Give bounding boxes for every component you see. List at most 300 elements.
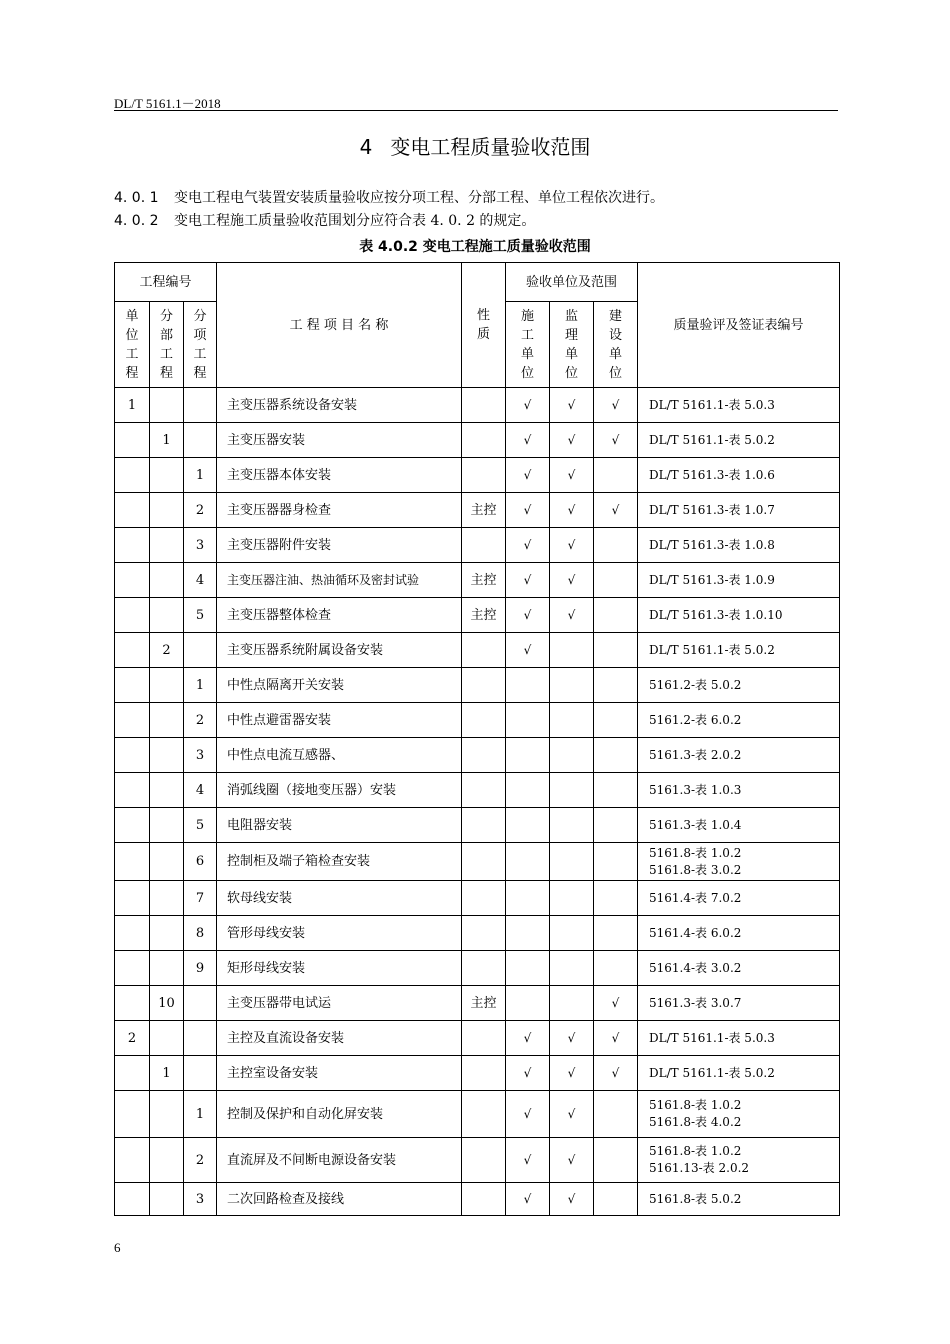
- table-caption: 表 4.0.2 变电工程施工质量验收范围: [359, 239, 591, 255]
- clause-4-0-1: [114, 187, 664, 207]
- project-name-cell: 主变压器附件安装: [217, 528, 462, 563]
- construction-check-cell: √: [506, 493, 550, 528]
- header-owner-unit: [594, 302, 638, 388]
- header-char: 分: [193, 308, 207, 324]
- owner-check-cell: [594, 951, 638, 986]
- form-number-cell: [638, 738, 840, 773]
- header-construction-unit: [506, 302, 550, 388]
- table-row: [115, 388, 840, 423]
- form-number-cell: [638, 986, 840, 1021]
- construction-check-cell: √: [506, 1056, 550, 1091]
- unit-project-cell: [115, 563, 150, 598]
- supervision-check-cell: [550, 916, 594, 951]
- project-name-cell: 主变压器带电试运: [217, 986, 462, 1021]
- nature-cell: [462, 423, 506, 458]
- nature-cell: [462, 633, 506, 668]
- nature-cell: [462, 773, 506, 808]
- sub-project-cell: [150, 1138, 184, 1183]
- section-title: [0, 131, 950, 160]
- item-project-cell: [184, 633, 217, 668]
- supervision-check-cell: √: [550, 1138, 594, 1183]
- header-unit-project: [115, 302, 150, 388]
- item-project-cell: 9: [184, 951, 217, 986]
- unit-project-cell: 1: [115, 388, 150, 423]
- table-row: [115, 493, 840, 528]
- form-number: 5161.3-表 1.0.3: [649, 782, 742, 797]
- header-char: 位: [608, 365, 622, 381]
- sub-project-cell: [150, 916, 184, 951]
- header-rule: [114, 110, 838, 111]
- supervision-check-cell: √: [550, 458, 594, 493]
- form-number-cell: [638, 773, 840, 808]
- form-number: 5161.8-表 5.0.2: [649, 1191, 742, 1206]
- supervision-check-cell: √: [550, 1056, 594, 1091]
- nature-cell: [462, 881, 506, 916]
- clause-text: 变电工程施工质量验收范围划分应符合表 4. 0. 2 的规定。: [174, 213, 536, 229]
- form-number: DL/T 5161.3-表 1.0.9: [649, 572, 775, 587]
- supervision-check-cell: [550, 703, 594, 738]
- form-number: DL/T 5161.1-表 5.0.2: [649, 1065, 775, 1080]
- nature-cell: [462, 951, 506, 986]
- project-name-cell: 主控室设备安装: [217, 1056, 462, 1091]
- header-char: 工: [193, 346, 207, 362]
- construction-check-cell: [506, 951, 550, 986]
- owner-check-cell: [594, 881, 638, 916]
- nature-cell: [462, 1021, 506, 1056]
- form-number: DL/T 5161.3-表 1.0.6: [649, 467, 775, 482]
- unit-project-cell: [115, 528, 150, 563]
- construction-check-cell: √: [506, 1138, 550, 1183]
- owner-check-cell: √: [594, 1056, 638, 1091]
- project-name-cell: 主变压器系统附属设备安装: [217, 633, 462, 668]
- form-number-cell: [638, 563, 840, 598]
- sub-project-cell: 1: [150, 1056, 184, 1091]
- table-row: [115, 1091, 840, 1138]
- table-row: [115, 703, 840, 738]
- owner-check-cell: √: [594, 493, 638, 528]
- header-char: 质: [476, 327, 490, 342]
- nature-cell: [462, 843, 506, 881]
- form-number: DL/T 5161.1-表 5.0.2: [649, 642, 775, 657]
- nature-cell: [462, 668, 506, 703]
- unit-project-cell: [115, 1056, 150, 1091]
- project-name-cell: 管形母线安装: [217, 916, 462, 951]
- owner-check-cell: √: [594, 423, 638, 458]
- unit-project-cell: [115, 738, 150, 773]
- owner-check-cell: √: [594, 986, 638, 1021]
- item-project-cell: 3: [184, 1183, 217, 1216]
- form-number-cell: [638, 951, 840, 986]
- sub-project-cell: [150, 1021, 184, 1056]
- supervision-check-cell: √: [550, 493, 594, 528]
- supervision-check-cell: √: [550, 1021, 594, 1056]
- table-row: [115, 986, 840, 1021]
- supervision-check-cell: [550, 808, 594, 843]
- construction-check-cell: [506, 703, 550, 738]
- nature-cell: [462, 1091, 506, 1138]
- section-heading: 变电工程质量验收范围: [390, 135, 591, 159]
- form-number-cell: [638, 493, 840, 528]
- form-number-cell: [638, 843, 840, 881]
- header-char: 设: [608, 327, 622, 343]
- nature-cell: [462, 458, 506, 493]
- owner-check-cell: √: [594, 1021, 638, 1056]
- owner-check-cell: [594, 773, 638, 808]
- page-number: 6: [114, 1240, 121, 1255]
- item-project-cell: 8: [184, 916, 217, 951]
- form-number: DL/T 5161.1-表 5.0.2: [649, 432, 775, 447]
- form-number: 5161.8-表 3.0.2: [649, 862, 742, 877]
- form-number: 5161.3-表 1.0.4: [649, 817, 742, 832]
- project-name-cell: 电阻器安装: [217, 808, 462, 843]
- owner-check-cell: [594, 1138, 638, 1183]
- unit-project-cell: [115, 773, 150, 808]
- form-number-cell: [638, 703, 840, 738]
- form-number: 5161.3-表 3.0.7: [649, 995, 742, 1010]
- form-number: 5161.4-表 7.0.2: [649, 890, 742, 905]
- header-char: 监: [564, 308, 578, 324]
- header-char: 工: [125, 346, 139, 362]
- owner-check-cell: [594, 916, 638, 951]
- header-char: 施: [520, 308, 534, 324]
- owner-check-cell: [594, 843, 638, 881]
- owner-check-cell: [594, 563, 638, 598]
- unit-project-cell: [115, 423, 150, 458]
- project-name-cell: 控制柜及端子箱检查安装: [217, 843, 462, 881]
- form-number-cell: [638, 1056, 840, 1091]
- project-name-cell: 主控及直流设备安装: [217, 1021, 462, 1056]
- header-form-number: 质量验评及签证表编号: [638, 263, 840, 388]
- form-number-cell: [638, 633, 840, 668]
- header-char: 单: [564, 346, 578, 362]
- nature-cell: 主控: [462, 563, 506, 598]
- unit-project-cell: [115, 986, 150, 1021]
- form-number-cell: [638, 528, 840, 563]
- item-project-cell: 3: [184, 738, 217, 773]
- item-project-cell: 1: [184, 1091, 217, 1138]
- header-char: 性: [476, 308, 490, 323]
- construction-check-cell: √: [506, 1091, 550, 1138]
- item-project-cell: [184, 423, 217, 458]
- construction-check-cell: [506, 773, 550, 808]
- project-name-cell: 主变压器系统设备安装: [217, 388, 462, 423]
- unit-project-cell: [115, 951, 150, 986]
- sub-project-cell: [150, 458, 184, 493]
- sub-project-cell: [150, 703, 184, 738]
- unit-project-cell: [115, 881, 150, 916]
- form-number-cell: [638, 881, 840, 916]
- construction-check-cell: [506, 738, 550, 773]
- nature-cell: [462, 1138, 506, 1183]
- form-number-cell: [638, 1138, 840, 1183]
- form-number-cell: [638, 388, 840, 423]
- header-acceptance: 验收单位及范围: [506, 263, 638, 302]
- clause-number: 4. 0. 2: [114, 213, 159, 229]
- form-number: 5161.13-表 2.0.2: [649, 1161, 750, 1175]
- form-number: DL/T 5161.1-表 5.0.3: [649, 1030, 775, 1045]
- supervision-check-cell: [550, 773, 594, 808]
- sub-project-cell: [150, 738, 184, 773]
- clause-text: 变电工程电气装置安装质量验收应按分项工程、分部工程、单位工程依次进行。: [174, 190, 664, 206]
- form-number-cell: [638, 1021, 840, 1056]
- form-number: 5161.8-表 1.0.2: [649, 845, 742, 860]
- table-row: [115, 738, 840, 773]
- header-char: 位: [564, 365, 578, 381]
- form-number: DL/T 5161.1-表 5.0.3: [649, 397, 775, 412]
- supervision-check-cell: [550, 668, 594, 703]
- nature-cell: [462, 528, 506, 563]
- project-name-cell: 主变压器整体检查: [217, 598, 462, 633]
- header-char: 位: [125, 327, 139, 343]
- item-project-cell: 5: [184, 808, 217, 843]
- table-row: [115, 1021, 840, 1056]
- item-project-cell: 2: [184, 1138, 217, 1183]
- construction-check-cell: √: [506, 563, 550, 598]
- form-number-cell: [638, 598, 840, 633]
- header-char: 程: [193, 365, 207, 381]
- supervision-check-cell: [550, 951, 594, 986]
- table-row: [115, 458, 840, 493]
- table-row: [115, 916, 840, 951]
- form-number-cell: [638, 808, 840, 843]
- nature-cell: [462, 1183, 506, 1216]
- unit-project-cell: [115, 458, 150, 493]
- unit-project-cell: [115, 916, 150, 951]
- unit-project-cell: [115, 703, 150, 738]
- sub-project-cell: [150, 843, 184, 881]
- owner-check-cell: [594, 633, 638, 668]
- item-project-cell: 1: [184, 668, 217, 703]
- sub-project-cell: [150, 1091, 184, 1138]
- table-row: [115, 528, 840, 563]
- supervision-check-cell: [550, 843, 594, 881]
- form-number: 5161.4-表 6.0.2: [649, 925, 742, 940]
- unit-project-cell: 2: [115, 1021, 150, 1056]
- sub-project-cell: [150, 951, 184, 986]
- sub-project-cell: [150, 808, 184, 843]
- project-name-cell: 矩形母线安装: [217, 951, 462, 986]
- nature-cell: [462, 916, 506, 951]
- construction-check-cell: √: [506, 458, 550, 493]
- nature-cell: [462, 1056, 506, 1091]
- form-number: DL/T 5161.3-表 1.0.10: [649, 607, 783, 622]
- project-name-cell: 中性点避雷器安装: [217, 703, 462, 738]
- project-name-cell: 主变压器器身检查: [217, 493, 462, 528]
- nature-cell: 主控: [462, 493, 506, 528]
- project-name-cell: 软母线安装: [217, 881, 462, 916]
- header-char: 程: [125, 365, 139, 381]
- header-char: 单: [125, 308, 139, 324]
- form-number: 5161.8-表 1.0.2: [649, 1144, 742, 1158]
- header-supervision-unit: [550, 302, 594, 388]
- table-row: [115, 843, 840, 881]
- sub-project-cell: [150, 528, 184, 563]
- table-row: [115, 808, 840, 843]
- item-project-cell: 4: [184, 773, 217, 808]
- owner-check-cell: [594, 668, 638, 703]
- form-number-cell: [638, 668, 840, 703]
- construction-check-cell: √: [506, 1021, 550, 1056]
- sub-project-cell: 1: [150, 423, 184, 458]
- table-row: [115, 881, 840, 916]
- form-number: DL/T 5161.3-表 1.0.8: [649, 537, 775, 552]
- unit-project-cell: [115, 1091, 150, 1138]
- form-number: 5161.2-表 5.0.2: [649, 677, 742, 692]
- table-row: [115, 423, 840, 458]
- header-char: 程: [159, 365, 173, 381]
- unit-project-cell: [115, 1183, 150, 1216]
- sub-project-cell: [150, 598, 184, 633]
- owner-check-cell: [594, 808, 638, 843]
- construction-check-cell: [506, 986, 550, 1021]
- supervision-check-cell: √: [550, 388, 594, 423]
- form-number: 5161.3-表 2.0.2: [649, 747, 742, 762]
- clause-4-0-2: [114, 210, 535, 230]
- sub-project-cell: [150, 881, 184, 916]
- nature-cell: 主控: [462, 598, 506, 633]
- table-row: [115, 633, 840, 668]
- supervision-check-cell: √: [550, 1091, 594, 1138]
- sub-project-cell: [150, 563, 184, 598]
- nature-cell: [462, 703, 506, 738]
- unit-project-cell: [115, 1138, 150, 1183]
- supervision-check-cell: √: [550, 423, 594, 458]
- supervision-check-cell: [550, 986, 594, 1021]
- header-char: 工: [159, 346, 173, 362]
- header-item-project: [184, 302, 217, 388]
- header-sub-project: [150, 302, 184, 388]
- clause-number: 4. 0. 1: [114, 190, 159, 206]
- item-project-cell: 2: [184, 493, 217, 528]
- document-code: DL/T 5161.1－2018: [114, 96, 221, 111]
- header-char: 工: [520, 327, 534, 343]
- item-project-cell: [184, 1056, 217, 1091]
- form-number: 5161.4-表 3.0.2: [649, 960, 742, 975]
- header-char: 单: [608, 346, 622, 362]
- header-char: 位: [520, 365, 534, 381]
- construction-check-cell: √: [506, 598, 550, 633]
- item-project-cell: 7: [184, 881, 217, 916]
- header-project-code: 工程编号: [115, 263, 217, 302]
- table-row: [115, 668, 840, 703]
- sub-project-cell: [150, 493, 184, 528]
- construction-check-cell: √: [506, 633, 550, 668]
- owner-check-cell: √: [594, 388, 638, 423]
- section-number: 4: [359, 135, 373, 159]
- item-project-cell: [184, 1021, 217, 1056]
- construction-check-cell: [506, 808, 550, 843]
- sub-project-cell: [150, 773, 184, 808]
- header-char: 单: [520, 346, 534, 362]
- item-project-cell: [184, 388, 217, 423]
- unit-project-cell: [115, 808, 150, 843]
- project-name-cell: 直流屏及不间断电源设备安装: [217, 1138, 462, 1183]
- sub-project-cell: [150, 388, 184, 423]
- header-project-name: 工 程 项 目 名 称: [217, 263, 462, 388]
- item-project-cell: 1: [184, 458, 217, 493]
- sub-project-cell: [150, 668, 184, 703]
- header-nature-text: [477, 306, 491, 344]
- nature-cell: 主控: [462, 986, 506, 1021]
- header-nature: [462, 263, 506, 388]
- supervision-check-cell: √: [550, 563, 594, 598]
- owner-check-cell: [594, 1183, 638, 1216]
- item-project-cell: 4: [184, 563, 217, 598]
- construction-check-cell: [506, 843, 550, 881]
- construction-check-cell: √: [506, 1183, 550, 1216]
- construction-check-cell: [506, 916, 550, 951]
- unit-project-cell: [115, 668, 150, 703]
- unit-project-cell: [115, 598, 150, 633]
- item-project-cell: [184, 986, 217, 1021]
- project-name-cell: 中性点隔离开关安装: [217, 668, 462, 703]
- table-row: [115, 598, 840, 633]
- construction-check-cell: √: [506, 423, 550, 458]
- supervision-check-cell: [550, 738, 594, 773]
- form-number: 5161.2-表 6.0.2: [649, 712, 742, 727]
- project-name-cell: 消弧线圈（接地变压器）安装: [217, 773, 462, 808]
- form-number: 5161.8-表 4.0.2: [649, 1115, 742, 1129]
- table-row: [115, 951, 840, 986]
- item-project-cell: 3: [184, 528, 217, 563]
- header-char: 项: [193, 327, 207, 343]
- table-row: [115, 1056, 840, 1091]
- header-char: 分: [159, 308, 173, 324]
- header-char: 理: [564, 327, 578, 343]
- form-number-cell: [638, 1183, 840, 1216]
- form-number-cell: [638, 916, 840, 951]
- table-row: [115, 773, 840, 808]
- header-char: 建: [608, 308, 622, 324]
- construction-check-cell: [506, 668, 550, 703]
- construction-check-cell: √: [506, 388, 550, 423]
- sub-project-cell: [150, 1183, 184, 1216]
- supervision-check-cell: √: [550, 1183, 594, 1216]
- supervision-check-cell: √: [550, 528, 594, 563]
- sub-project-cell: 2: [150, 633, 184, 668]
- form-number-cell: [638, 423, 840, 458]
- construction-check-cell: [506, 881, 550, 916]
- form-number: DL/T 5161.3-表 1.0.7: [649, 502, 775, 517]
- supervision-check-cell: [550, 881, 594, 916]
- item-project-cell: 5: [184, 598, 217, 633]
- owner-check-cell: [594, 598, 638, 633]
- project-name-cell: 二次回路检查及接线: [217, 1183, 462, 1216]
- nature-cell: [462, 808, 506, 843]
- project-name-cell: 控制及保护和自动化屏安装: [217, 1091, 462, 1138]
- header-char: 部: [159, 327, 173, 343]
- table-row: [115, 563, 840, 598]
- owner-check-cell: [594, 738, 638, 773]
- owner-check-cell: [594, 528, 638, 563]
- unit-project-cell: [115, 493, 150, 528]
- nature-cell: [462, 388, 506, 423]
- sub-project-cell: 10: [150, 986, 184, 1021]
- acceptance-scope-table: [114, 262, 840, 1216]
- project-name-cell: 主变压器本体安装: [217, 458, 462, 493]
- table-row: [115, 1183, 840, 1216]
- construction-check-cell: √: [506, 528, 550, 563]
- owner-check-cell: [594, 703, 638, 738]
- owner-check-cell: [594, 458, 638, 493]
- form-number-cell: [638, 1091, 840, 1138]
- supervision-check-cell: √: [550, 598, 594, 633]
- item-project-cell: 2: [184, 703, 217, 738]
- owner-check-cell: [594, 1091, 638, 1138]
- table-row: [115, 1138, 840, 1183]
- supervision-check-cell: [550, 633, 594, 668]
- project-name-cell: 主变压器安装: [217, 423, 462, 458]
